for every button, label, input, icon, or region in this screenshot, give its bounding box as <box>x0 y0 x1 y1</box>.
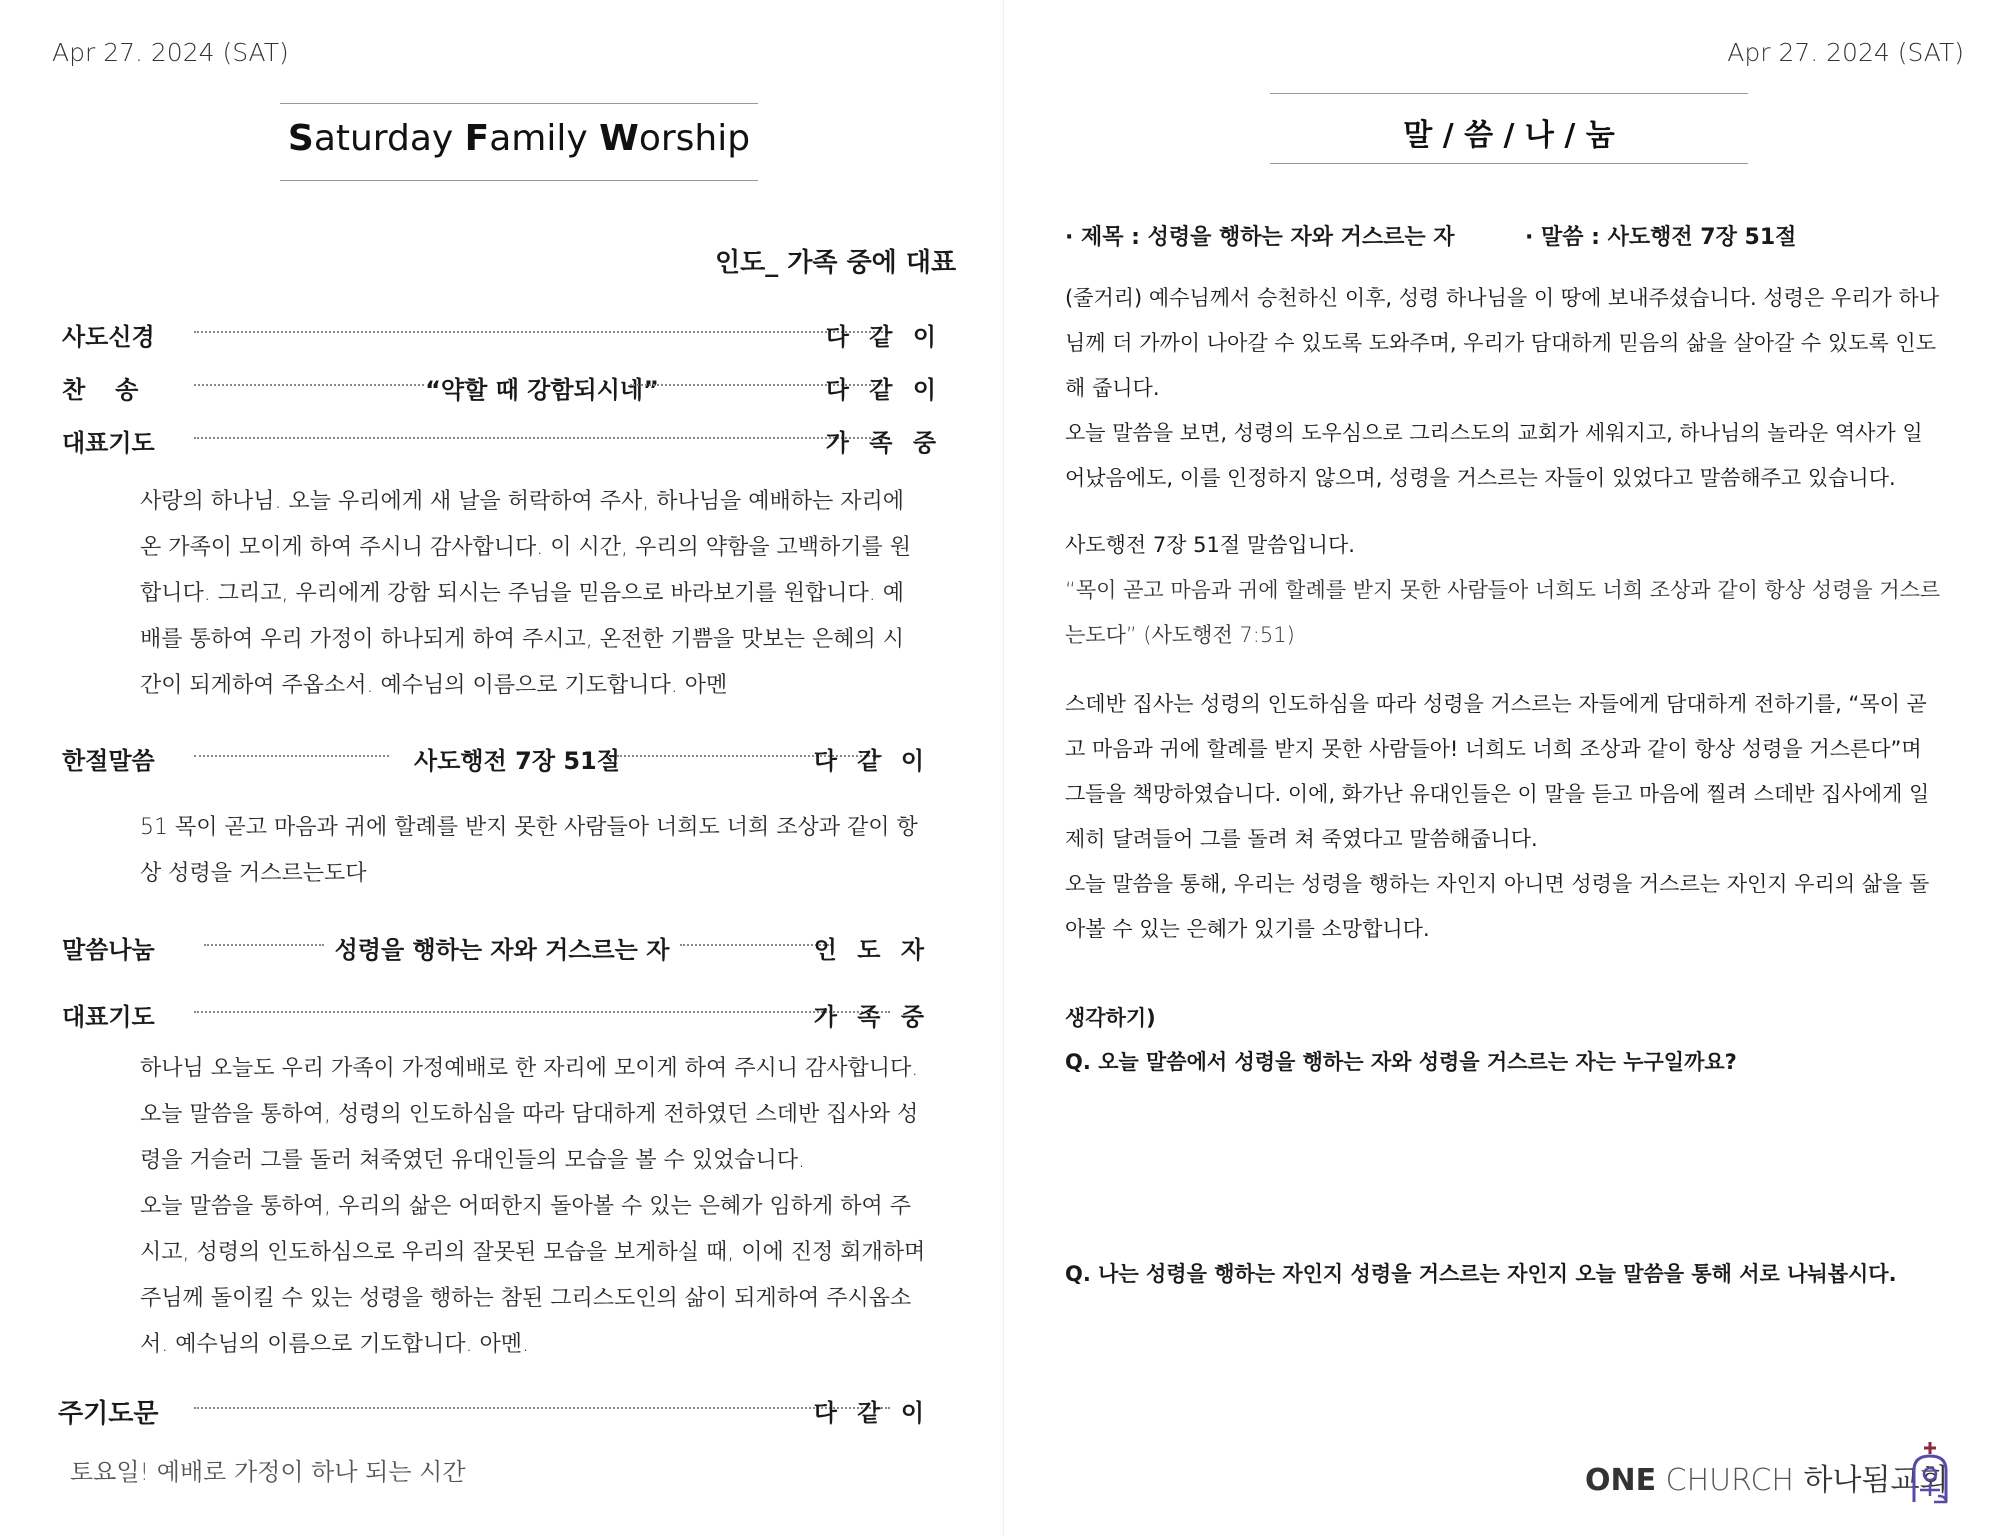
opening-prayer-text: 사랑의 하나님. 오늘 우리에게 새 날을 허락하여 주사, 하나님을 예배하는 자리에 온 가족이 모이게 하여 주시니 감사합니다. 이 시간, 우리의 약함을 고백하기를 원 합니다. 그리고, 우리에게 강함 되시는 주님을 믿음으로 바라보기를 원합니다. 예 배를 통하여 우리 가정이 하나되게 하여 주시고, 온전한 기쁨을 맛보는 은혜의 시 간이 되게하여 주옵소서. 예수님의 이름으로 기도합니다. 아멘 <box>140 489 911 698</box>
order-participant: 다 같 이 <box>813 1399 930 1427</box>
sermon-scripture: · 말씀 : 사도행전 7장 51절 <box>1525 225 1797 250</box>
right-date: Apr 27. 2024 (SAT) <box>1727 38 1964 67</box>
order-row-prayer1 <box>62 423 942 457</box>
page-divider <box>1003 0 1004 1536</box>
sermon-title: 성령을 행하는 자와 거스르는 자 <box>334 936 670 964</box>
think-heading: 생각하기) <box>1065 1006 1156 1030</box>
order-row-verse <box>62 741 942 775</box>
dot-leader <box>204 944 324 946</box>
story-text: 스데반 집사는 성령의 인도하심을 따라 성령을 거스르는 자들에게 담대하게 전하기를, “목이 곧 고 마음과 귀에 할례를 받지 못한 사람들아! 너희도 너희 조상과 같이 항상 성령을 거스른다”며 그들을 책망하였습니다. 이에, 화가난 유대인들은 이 말을 듣고 마음에 찔려 스데반 집사에게 일 제히 달려들어 그를 돌려 쳐 죽였다고 말씀해줍니다. 오늘 말씀을 통해, 우리는 성령을 행하는 자인지 아니면 성령을 거스르는 자인지 우리의 삶을 돌 아볼 수 있는 은혜가 있기를 소망합니다. <box>1065 692 1930 941</box>
church-logo-text: ONE CHURCH 하나됨교회 <box>1585 1463 1949 1498</box>
summary-text: (줄거리) 예수님께서 승천하신 이후, 성령 하나님을 이 땅에 보내주셨습니다. 성령은 우리가 하나 님께 더 가까이 나아갈 수 있도록 도와주며, 우리가 담대하게 믿음의 삶을 살아갈 수 있도록 인도 해 줍니다. 오늘 말씀을 보면, 성령의 도우심으로 그리스도의 교회가 세워지고, 하나님의 놀라운 역사가 일 어났음에도, 이를 인정하지 않으며, 성령을 거스르는 자들이 있었다고 말씀해주고 있습니다. <box>1065 286 1940 490</box>
verse-reference: 사도행전 7장 51절 <box>414 747 620 775</box>
dot-leader <box>194 1407 890 1409</box>
title-rule-top-right <box>1270 93 1748 94</box>
closing-prayer-text: 하나님 오늘도 우리 가족이 가정예배로 한 자리에 모이게 하여 주시니 감사합니다. 오늘 말씀을 통하여, 성령의 인도하심을 따라 담대하게 전하였던 스데반 집사와 성 령을 거슬러 그를 돌러 쳐죽였던 유대인들의 모습을 볼 수 있었습니다. 오늘 말씀을 통하여, 우리의 삶은 어떠한지 돌아볼 수 있는 은혜가 임하게 하여 주 시고, 성령의 인도하심으로 우리의 잘못된 모습을 보게하실 때, 이에 진정 회개하며 주님께 돌이킬 수 있는 성령을 행하는 참된 그리스도인의 삶이 되게하여 주시옵소 서. 예수님의 이름으로 기도합니다. 아멘. <box>140 1056 926 1357</box>
title-rule-bottom <box>280 180 758 181</box>
dot-leader <box>194 755 389 757</box>
left-date: Apr 27. 2024 (SAT) <box>52 38 289 67</box>
verse-quote: “목이 곧고 마음과 귀에 할례를 받지 못한 사람들아 너희도 너희 조상과 같이 항상 성령을 거스르 는도다” (사도행전 7:51) <box>1065 578 1941 647</box>
dot-leader <box>680 944 832 946</box>
order-label: 대표기도 <box>62 1003 155 1031</box>
dot-leader <box>194 437 890 439</box>
worship-title: Saturday Family Worship <box>287 118 751 159</box>
question-1: Q. 오늘 말씀에서 성령을 행하는 자와 성령을 거스르는 자는 누구일까요? <box>1065 1050 1737 1074</box>
hymn-title: “약할 때 강함되시네” <box>425 376 659 404</box>
dot-leader <box>194 331 890 333</box>
order-row-prayer2 <box>62 997 942 1031</box>
order-label: 찬송 <box>62 376 169 404</box>
order-row-creed <box>62 317 942 351</box>
order-row-hymn <box>62 370 942 404</box>
order-label: 사도신경 <box>62 323 155 351</box>
verse-heading: 사도행전 7장 51절 말씀입니다. <box>1065 533 1355 557</box>
order-participant: 가 족 중 <box>825 429 942 457</box>
order-participant: 인 도 자 <box>813 936 930 964</box>
church-logo-icon <box>1908 1440 1952 1508</box>
question-2: Q. 나는 성령을 행하는 자인지 성령을 거스르는 자인지 오늘 말씀을 통해 서로 나눠봅시다. <box>1065 1262 1897 1286</box>
sermon-subject: · 제목 : 성령을 행하는 자와 거스르는 자 <box>1065 225 1455 250</box>
order-label: 대표기도 <box>62 429 155 457</box>
verse-text: 51 목이 곧고 마음과 귀에 할례를 받지 못한 사람들아 너희도 너희 조상과 같이 항 상 성령을 거스르는도다 <box>140 815 918 886</box>
order-participant: 가 족 중 <box>813 1003 930 1031</box>
order-label: 말씀나눔 <box>62 936 155 964</box>
title-rule-bottom-right <box>1270 163 1748 164</box>
order-participant: 다 같 이 <box>813 747 930 775</box>
left-footer-slogan: 토요일! 예배로 가정이 하나 되는 시간 <box>70 1458 466 1486</box>
order-label: 주기도문 <box>58 1399 159 1429</box>
title-rule-top <box>280 103 758 104</box>
dot-leader <box>194 384 424 386</box>
order-row-sharing <box>62 930 942 964</box>
order-label: 한절말씀 <box>62 747 155 775</box>
order-participant: 다 같 이 <box>825 376 942 404</box>
leader-note: 인도_ 가족 중에 대표 <box>715 248 957 278</box>
sharing-title: 말 / 씀 / 나 / 눔 <box>1403 118 1615 153</box>
dot-leader <box>194 1011 890 1013</box>
order-row-lords-prayer <box>58 1393 942 1427</box>
order-participant: 다 같 이 <box>825 323 942 351</box>
